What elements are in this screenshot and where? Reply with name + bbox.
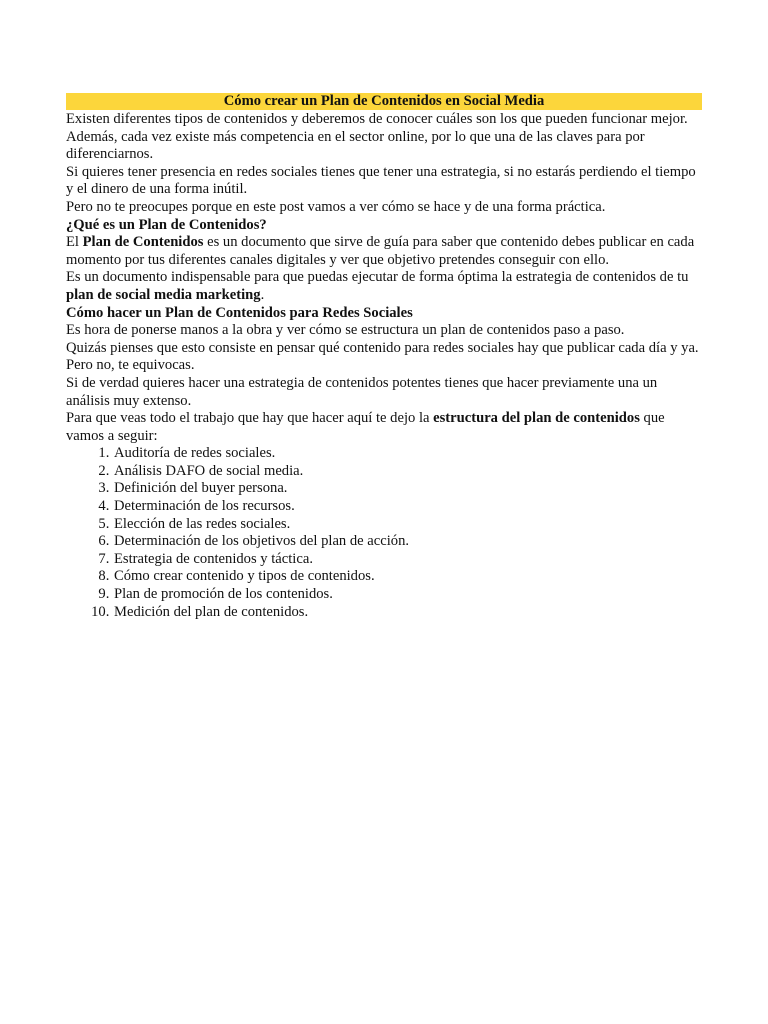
howto-paragraph-4: Si de verdad quieres hacer una estrategia de contenidos potentes tienes que hacer previamente una un análisis muy extenso. — [66, 374, 658, 409]
importance-bold-term: plan de social media marketing — [66, 286, 261, 303]
list-item: 8. Cómo crear contenido y tipos de contenidos. — [113, 568, 702, 586]
structure-lead-suffix: que vamos a seguir: — [66, 410, 665, 444]
howto-paragraph-3: Pero no, te equivocas. — [66, 357, 195, 374]
list-item: 6. Determinación de los objetivos del plan de acción. — [113, 533, 702, 551]
list-item: 9. Plan de promoción de los contenidos. — [113, 586, 702, 604]
list-item: 2. Análisis DAFO de social media. — [113, 463, 702, 481]
structure-lead-bold: estructura del plan de contenidos — [433, 410, 640, 427]
list-item: 4. Determinación de los recursos. — [113, 498, 702, 516]
list-item: 3. Definición del buyer persona. — [113, 480, 702, 498]
steps-list — [66, 445, 702, 621]
importance-prefix: Es un documento indispensable para que puedas ejecutar de forma óptima la estrategia de contenidos de tu — [66, 269, 689, 286]
howto-paragraph-1: Es hora de ponerse manos a la obra y ver cómo se estructura un plan de contenidos paso a paso. — [66, 322, 625, 339]
intro-paragraph-3: Si quieres tener presencia en redes sociales tienes que tener una estrategia, si no estarás perdiendo el tiempo y el dinero de una forma inútil. — [66, 163, 696, 198]
definition-bold-term: Plan de Contenidos — [82, 234, 204, 251]
howto-paragraph-2: Quizás pienses que esto consiste en pensar qué contenido para redes sociales hay que publicar cada día y ya. — [66, 339, 699, 356]
structure-lead-paragraph — [66, 410, 702, 445]
intro-paragraph-1: Existen diferentes tipos de contenidos y deberemos de conocer cuáles son los que pueden funcionar mejor. — [66, 111, 688, 127]
list-item: 1. Auditoría de redes sociales. — [113, 445, 702, 463]
list-item: 10. Medición del plan de contenidos. — [113, 604, 702, 622]
intro-paragraph-4: Pero no te preocupes porque en este post vamos a ver cómo se hace y de una forma práctica. — [66, 198, 606, 215]
section-heading-what-is: ¿Qué es un Plan de Contenidos? — [66, 216, 267, 233]
definition-paragraph — [66, 234, 702, 269]
importance-paragraph — [66, 269, 702, 304]
document-page — [66, 93, 702, 621]
importance-suffix: . — [260, 286, 265, 303]
document-title: Cómo crear un Plan de Contenidos en Social Media — [66, 93, 702, 110]
list-item: 5. Elección de las redes sociales. — [113, 516, 702, 534]
definition-prefix: El — [66, 234, 83, 251]
definition-suffix: es un documento que sirve de guía para saber que contenido debes publicar en cada momento por tus diferentes canales digitales y ver que objetivo pretendes conseguir con ello. — [66, 234, 695, 268]
list-item: 7. Estrategia de contenidos y táctica. — [113, 551, 702, 569]
intro-paragraph-2: Además, cada vez existe más competencia en el sector online, por lo que una de las claves para por diferenciarnos. — [66, 128, 645, 163]
structure-lead-prefix: Para que veas todo el trabajo que hay que hacer aquí te dejo la — [66, 410, 434, 427]
section-heading-how-to: Cómo hacer un Plan de Contenidos para Redes Sociales — [66, 304, 413, 321]
